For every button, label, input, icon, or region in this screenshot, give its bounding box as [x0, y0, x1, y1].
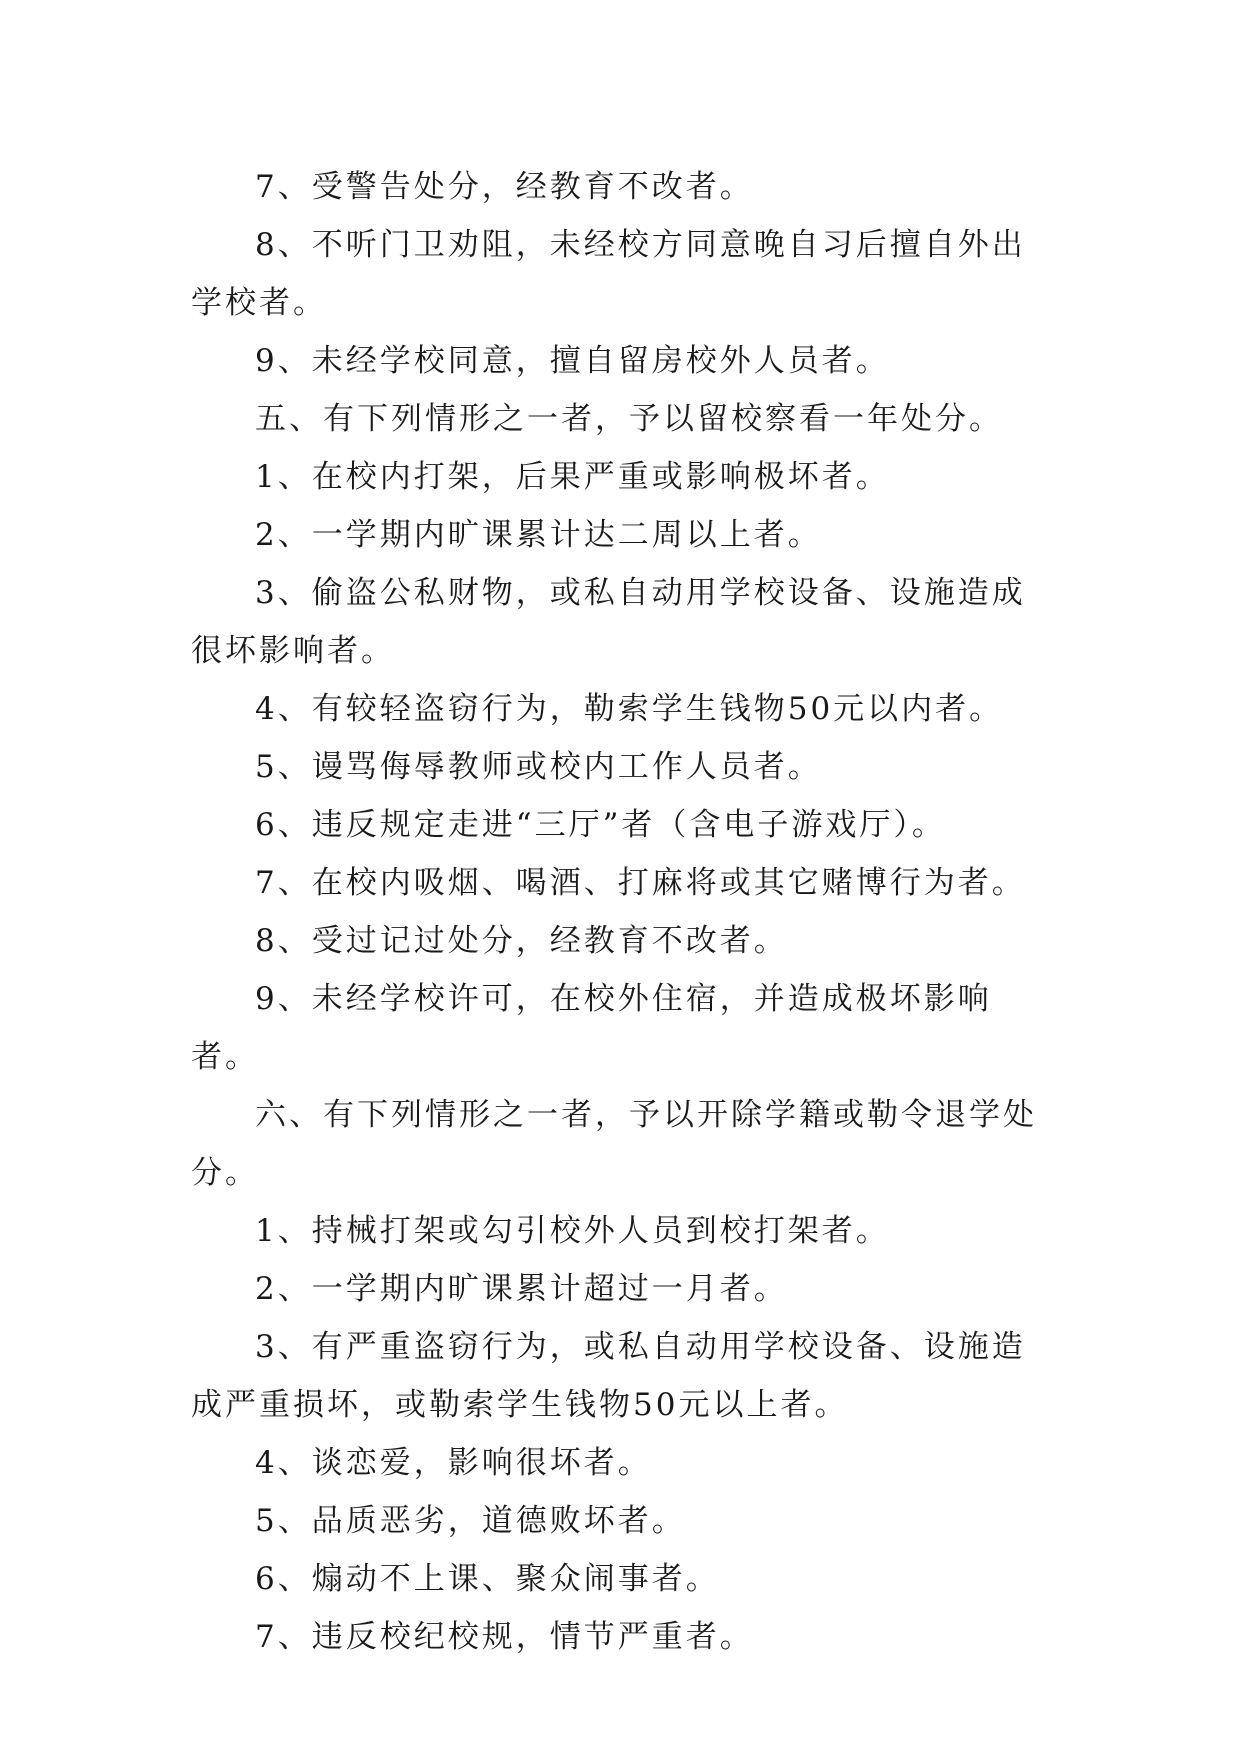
paragraph-3: 9、未经学校同意，擅自留房校外人员者。	[255, 343, 890, 379]
section-heading-five: 五、有下列情形之一者，予以留校察看一年处分。	[255, 401, 1003, 437]
paragraph-11: 7、在校内吸烟、喝酒、打麻将或其它赌博行为者。	[255, 865, 1026, 901]
paragraph-16: 2、一学期内旷课累计超过一月者。	[255, 1271, 788, 1307]
paragraph-21: 7、违反校纪校规，情节严重者。	[255, 1619, 754, 1655]
document-body	[191, 158, 1051, 1666]
paragraph-18: 4、谈恋爱，影响很坏者。	[255, 1445, 652, 1481]
paragraph-6: 2、一学期内旷课累计达二周以上者。	[255, 517, 822, 553]
paragraph-9: 5、谩骂侮辱教师或校内工作人员者。	[255, 749, 822, 785]
paragraph-5: 1、在校内打架，后果严重或影响极坏者。	[255, 459, 890, 495]
paragraph-2: 8、不听门卫劝阻，未经校方同意晚自习后擅自外出学校者。	[191, 227, 1026, 321]
paragraph-15: 1、持械打架或勾引校外人员到校打架者。	[255, 1213, 890, 1249]
paragraph-10: 6、违反规定走进“三厅”者（含电子游戏厅）。	[255, 807, 946, 843]
paragraph-20: 6、煽动不上课、聚众闹事者。	[255, 1561, 720, 1597]
paragraph-19: 5、品质恶劣，道德败坏者。	[255, 1503, 686, 1539]
section-heading-six: 六、有下列情形之一者，予以开除学籍或勒令退学处分。	[191, 1097, 1037, 1191]
paragraph-12: 8、受过记过处分，经教育不改者。	[255, 923, 788, 959]
paragraph-8: 4、有较轻盗窃行为，勒索学生钱物50元以内者。	[255, 691, 1004, 727]
paragraph-13: 9、未经学校许可，在校外住宿，并造成极坏影响者。	[191, 981, 992, 1075]
paragraph-7: 3、偷盗公私财物，或私自动用学校设备、设施造成很坏影响者。	[191, 575, 1026, 669]
paragraph-17: 3、有严重盗窃行为，或私自动用学校设备、设施造成严重损坏，或勒索学生钱物50元以上者。	[191, 1329, 1026, 1423]
paragraph-1: 7、受警告处分，经教育不改者。	[255, 169, 754, 205]
